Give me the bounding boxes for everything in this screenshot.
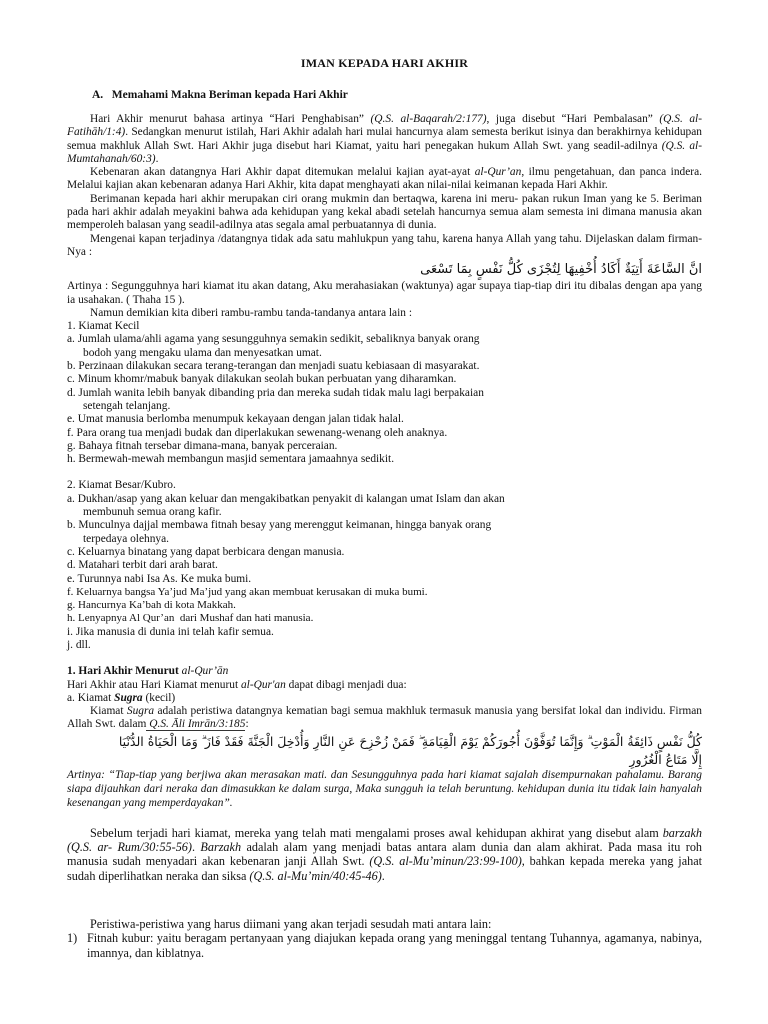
list-item-continuation: bodoh yang mengaku ulama dan menyesatkan umat. (83, 346, 322, 359)
kecil-item (67, 360, 702, 373)
kecil-item (67, 427, 702, 440)
menurut-intro: Hari Akhir atau Hari Kiamat menurut al-Qur'an dapat dibagi menjadi dua: (67, 678, 407, 691)
list-item-text: e. Umat manusia berlomba menumpuk kekayaan dengan jalan tidak halal. (67, 413, 404, 426)
list-item-text: b. Perzinaan dilakukan secara terang-terangan dan menjadi suatu kebiasaan di masyarakat. (67, 360, 480, 373)
paragraph-sugra: Kiamat Sugra adalah peristiwa datangnya kematian bagi semua makhluk termasuk manusia yang bersifat lokal dan individu. Firman Allah Swt. dalam Q.S. Āli Imrān/3:185: (67, 705, 702, 731)
kecil-item (67, 413, 702, 426)
besar-item (67, 493, 702, 520)
besar-item (67, 639, 702, 652)
list-item-text: a. Dukhan/asap yang akan keluar dan mengakibatkan penyakit di kalangan umat Islam dan akan (67, 492, 505, 505)
kecil-item (67, 333, 702, 360)
list-heading-kiamat-besar: 2. Kiamat Besar/Kubro. (67, 479, 176, 492)
besar-item (67, 519, 702, 546)
paragraph-after-death-intro: Peristiwa-peristiwa yang harus diimani yang akan terjadi sesudah mati antara lain: (90, 916, 492, 931)
list-item-text: h. Lenyapnya Al Qur’an dari Mushaf dan hati manusia. (67, 612, 314, 625)
besar-item (67, 586, 702, 599)
paragraph-timing: Mengenai kapan terjadinya /datangnya tidak ada satu mahlukpun yang tahu, karena hanya Allah yang tahu. Dijelaskan dalam firman-Nya : (67, 232, 702, 258)
besar-item (67, 626, 702, 639)
kecil-item (67, 453, 702, 466)
list-item-continuation: terpedaya olehnya. (83, 532, 170, 545)
section-heading-menurut-quran: 1. Hari Akhir Menurut al-Qur’ān (67, 665, 229, 678)
besar-item (67, 612, 702, 625)
translation-thaha: Artinya : Segungguhnya hari kiamat itu akan datang, Aku merahasiakan (waktunya) agar supaya tiap-tiap diri itu dibalas dengan apa yang ia usahakan. ( Thaha 15 ). (67, 280, 702, 306)
translation-ali-imran: Artinya: “Tiap-tiap yang berjiwa akan merasakan mati. dan Sesungguhnya pada hari kiamat sajalah disempurnakan pahalamu. Barang siapa dijauhkan dari neraka dan dimasukkan ke dalam surga, Maka sungguh ia telah beruntung. kehidupan dunia itu tidak lain hanyalah kesenangan yang memperdayakan”. (67, 768, 702, 809)
list-item-text: e. Turunnya nabi Isa As. Ke muka bumi. (67, 572, 252, 585)
section-heading-a: A. Memahami Makna Beriman kepada Hari Akhir (92, 89, 348, 101)
list-item-text: g. Bahaya fitnah tersebar dimana-mana, banyak perceraian. (67, 439, 338, 452)
list-item-continuation: membunuh semua orang kafir. (83, 506, 222, 519)
besar-item (67, 573, 702, 586)
list-item-text: h. Bermewah-mewah membangun masjid sementara jamaahnya sedikit. (67, 453, 395, 466)
kecil-item (67, 387, 702, 414)
kecil-item (67, 373, 702, 386)
besar-item (67, 559, 702, 572)
list-item-text: a. Jumlah ulama/ahli agama yang sesungguhnya semakin sedikit, sebaliknya banyak orang (67, 333, 480, 346)
list-item-text: j. dll. (67, 638, 91, 651)
paragraph-signs-intro: Namun demikian kita diberi rambu-rambu tanda-tandanya antara lain : (90, 306, 412, 319)
list-item-text: c. Minum khomr/mabuk banyak dilakukan seolah bukan perbuatan yang diharamkan. (67, 373, 457, 386)
list-heading-kiamat-kecil: 1. Kiamat Kecil (67, 320, 140, 333)
list-item-text: c. Keluarnya binatang yang dapat berbicara dengan manusia. (67, 545, 345, 558)
list-item-text: g. Hancurnya Ka’bah di kota Makkah. (67, 599, 236, 612)
list-kiamat-kecil (67, 333, 702, 466)
list-item-text: d. Jumlah wanita lebih banyak dibanding pria dan mereka sudah tidak malu lagi berpakaian (67, 386, 484, 399)
paragraph-definition: Hari Akhir menurut bahasa artinya “Hari Penghabisan” (Q.S. al-Baqarah/2:177), juga disebut “Hari Pembalasan” (Q.S. al-Fatihāh/1:4). Sedangkan menurut istilah, Hari Akhir adalah hari mulai hancurnya alam semesta berikut isinya dan berakhirnya kehidupan semua makhluk Allah Swt. Hari Akhir juga disebut hari Kiamat, yaitu hari penegakan hukum Allah Swt. yang seadil-adilnya (Q.S. al- Mumtahanah/60:3). (67, 113, 702, 165)
list-item-fitnah-kubur: 1) Fitnah kubur: yaitu beragam pertanyaan yang diajukan kepada orang yang meninggal tentang Tuhannya, agamanya, nabinya, imannya, dan kiblatnya. (67, 931, 702, 960)
besar-item (67, 599, 702, 612)
list-item-text: f. Keluarnya bangsa Ya’jud Ma’jud yang akan membuat kerusakan di muka bumi. (67, 585, 428, 598)
list-item-text: b. Munculnya dajjal membawa fitnah besay yang merenggut keimanan, hingga banyak orang (67, 519, 492, 532)
arabic-verse-ali-imran-line2: إِلَّا مَتَاعُ الْغُرُورِ (629, 751, 702, 767)
list-item-text: i. Jika manusia di dunia ini telah kafir semua. (67, 625, 274, 638)
paragraph-barzakh: Sebelum terjadi hari kiamat, mereka yang telah mati mengalami proses awal kehidupan akhirat yang disebut alam barzakh (Q.S. ar- Rum/30:55-56). Barzakh adalah alam yang menjadi batas antara alam dunia dan alam akhirat. Pada masa itu roh manusia sudah menyadari akan kebenaran janji Allah Swt. (Q.S. al-Mu’minun/23:99-100), bahkan kepada mereka yang jahat sudah diperlihatkan neraka dan siksa (Q.S. al-Mu’min/40:45-46). (67, 825, 703, 883)
list-kiamat-besar (67, 493, 702, 653)
paragraph-belief: Berimanan kepada hari akhir merupakan ciri orang mukmin dan bertaqwa, karena ini meru- pakan rukun Iman yang ke 5. Beriman pada hari akhir adalah meyakini bahwa ada kehidupan yang kekal abadi setelah hancurnya semua alam semesta ini dimana manusia akan memperoleh balasan yang seadil-adilnya atas segala amal perbuatannya di dunia. (67, 192, 702, 232)
arabic-verse-ali-imran-line1: كُلُّ نَفْسٍ ذَائِقَةُ الْمَوْتِ ۗ وَإِنَّمَا تُوَفَّوْنَ أُجُورَكُمْ يَوْمَ الْقِيَامَةِ ۖ فَمَنْ زُحْزِحَ عَنِ النَّارِ وَأُدْخِلَ الْجَنَّةَ فَقَدْ فَازَ ۗ وَمَا الْحَيَاةُ الدُّنْيَا (118, 733, 702, 749)
page-title: IMAN KEPADA HARI AKHIR (300, 56, 469, 70)
kecil-item (67, 440, 702, 453)
list-item-continuation: setengah telanjang. (83, 399, 171, 412)
subheading-kiamat-sugra: a. Kiamat Sugra (kecil) (67, 691, 176, 704)
besar-item (67, 546, 702, 559)
paragraph-evidence: Kebenaran akan datangnya Hari Akhir dapat ditemukan melalui kajian ayat-ayat al-Qur’an, ilmu pengetahuan, dan panca indera. Melalui kajian akan kebenaran adanya Hari Akhir, kita dapat menghayati akan nilai-nilai keimanan kepada Hari Akhir. (67, 166, 702, 192)
list-item-text: f. Para orang tua menjadi budak dan diperlakukan sewenang-wenang oleh anaknya. (67, 426, 448, 439)
arabic-verse-thaha: انَّ السَّاعَةَ أَتِيَةٌ أَكَادُ أُخْفِيهَا لِتُجْزَى كُلُّ نَفْسٍ بِمَا تَسْعَى (420, 262, 702, 278)
list-item-text: d. Matahari terbit dari arah barat. (67, 559, 218, 572)
